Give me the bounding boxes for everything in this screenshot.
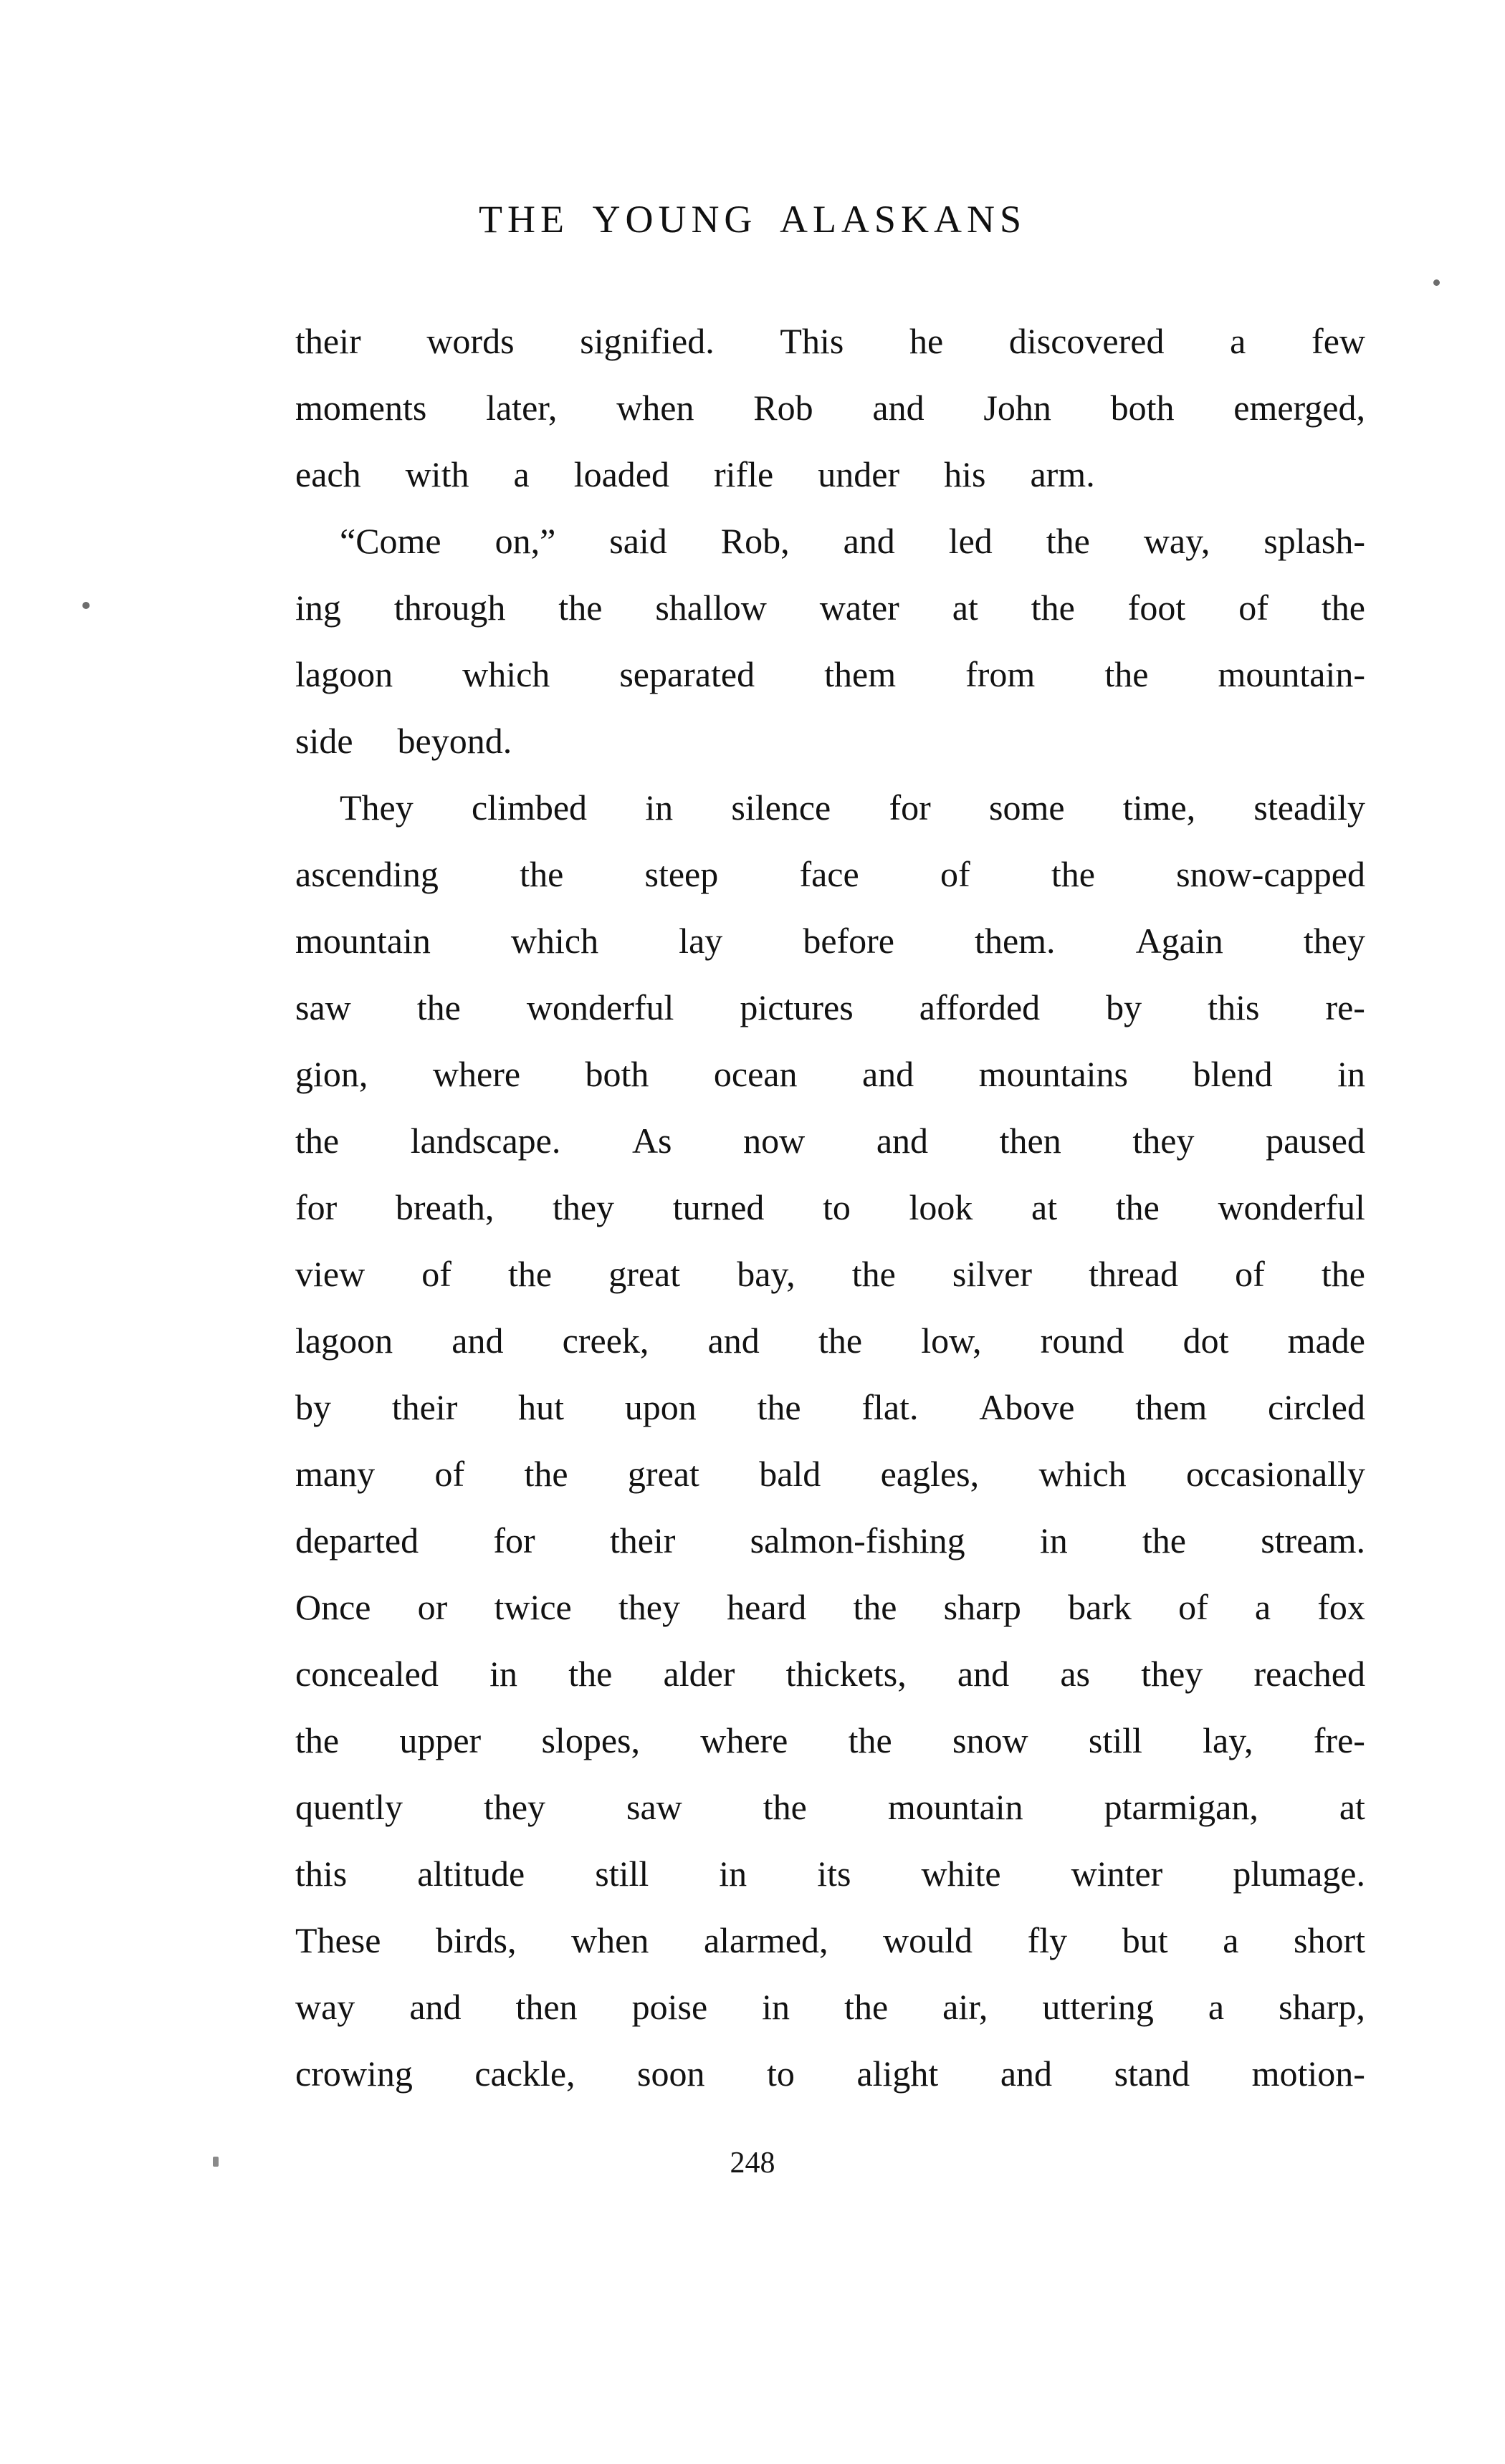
word: shallow <box>655 588 767 628</box>
word: ocean <box>713 1054 798 1094</box>
word: the <box>568 1654 613 1694</box>
word: bald <box>759 1454 821 1494</box>
word: gion, <box>295 1054 368 1094</box>
word: eagles, <box>880 1454 980 1494</box>
word: foot <box>1127 588 1186 628</box>
text-line <box>251 1174 1365 1241</box>
word: the <box>1142 1520 1186 1561</box>
word: in <box>489 1654 517 1694</box>
word: bay, <box>737 1254 796 1294</box>
word: cackle, <box>474 2053 575 2094</box>
word: heard <box>727 1587 807 1627</box>
word: the <box>757 1387 801 1427</box>
paragraph <box>251 508 1365 775</box>
text-line <box>251 1574 1365 1641</box>
word: face <box>799 854 859 894</box>
paper-speck <box>1433 279 1440 286</box>
word: fly <box>1027 1920 1068 1960</box>
word: fox <box>1317 1587 1365 1627</box>
word: where <box>432 1054 521 1094</box>
word: reached <box>1253 1654 1365 1694</box>
word: and <box>843 521 895 561</box>
word: of <box>1235 1254 1265 1294</box>
word: arm. <box>1030 454 1095 494</box>
word: low, <box>921 1320 982 1361</box>
text-line <box>251 1108 1365 1174</box>
text-line <box>251 1507 1365 1574</box>
word: turned <box>672 1187 765 1227</box>
word: snow-capped <box>1176 854 1365 894</box>
word: a <box>1254 1587 1271 1627</box>
word: in <box>645 787 674 828</box>
word: alight <box>856 2053 939 2094</box>
word: its <box>817 1854 851 1894</box>
word: under <box>818 454 900 494</box>
word: short <box>1294 1920 1365 1960</box>
text-line <box>251 1308 1365 1374</box>
word: sharp, <box>1279 1987 1365 2027</box>
word: creek, <box>562 1320 649 1361</box>
word: slopes, <box>541 1720 640 1760</box>
word: they <box>1141 1654 1203 1694</box>
word: by <box>1106 987 1142 1027</box>
word: they <box>618 1587 680 1627</box>
word: Above <box>979 1387 1075 1427</box>
word: circled <box>1267 1387 1365 1427</box>
word: moments <box>295 388 427 428</box>
word: this <box>295 1854 348 1894</box>
word: silence <box>731 787 831 828</box>
word: where <box>700 1720 788 1760</box>
word: rifle <box>713 454 774 494</box>
word: still <box>1088 1720 1142 1760</box>
word: steep <box>644 854 719 894</box>
word: concealed <box>295 1654 439 1694</box>
word: to <box>823 1187 851 1227</box>
text-line <box>251 1374 1365 1441</box>
word: poise <box>631 1987 708 2027</box>
word: thread <box>1089 1254 1179 1294</box>
word: mountains <box>978 1054 1128 1094</box>
word: fre- <box>1313 1720 1365 1760</box>
word: in <box>719 1854 747 1894</box>
word: time, <box>1122 787 1196 828</box>
word: them <box>1135 1387 1208 1427</box>
word: of <box>940 854 970 894</box>
word: motion- <box>1251 2053 1365 2094</box>
word: way <box>295 1987 355 2027</box>
word: they <box>552 1187 615 1227</box>
word: occasionally <box>1186 1454 1365 1494</box>
word: stand <box>1114 2053 1190 2094</box>
word: some <box>989 787 1065 828</box>
word: of <box>434 1454 465 1494</box>
text-line <box>251 1907 1365 1974</box>
word: great <box>608 1254 681 1294</box>
word: upon <box>624 1387 697 1427</box>
word: which <box>510 921 599 961</box>
word: would <box>883 1920 973 1960</box>
word: round <box>1040 1320 1124 1361</box>
word: breath, <box>395 1187 494 1227</box>
word: loaded <box>573 454 669 494</box>
word: lay <box>679 921 723 961</box>
word: crowing <box>295 2053 413 2094</box>
word: at <box>1031 1187 1058 1227</box>
word: birds, <box>435 1920 517 1960</box>
word: way, <box>1143 521 1210 561</box>
word: them. <box>975 921 1056 961</box>
word: saw <box>626 1787 682 1827</box>
word: snow <box>952 1720 1028 1760</box>
word: the <box>1321 1254 1365 1294</box>
word: said <box>609 521 667 561</box>
word: “Come <box>340 521 441 561</box>
word: hut <box>518 1387 565 1427</box>
text-line <box>251 1841 1365 1907</box>
word: the <box>295 1720 340 1760</box>
word: alarmed, <box>703 1920 828 1960</box>
word: at <box>1339 1787 1365 1827</box>
word: afforded <box>919 987 1041 1027</box>
word: their <box>295 321 361 361</box>
word: this <box>1208 987 1260 1027</box>
text-line <box>251 841 1365 908</box>
word: the <box>851 1254 896 1294</box>
word: Rob <box>753 388 813 428</box>
word: discovered <box>1008 321 1165 361</box>
word: on,” <box>494 521 556 561</box>
word: sharp <box>943 1587 1021 1627</box>
text-line <box>251 641 1365 708</box>
word: in <box>1039 1520 1068 1561</box>
text-line <box>251 1041 1365 1108</box>
word: beyond. <box>397 721 512 761</box>
word: plumage. <box>1233 1854 1365 1894</box>
word: mountain <box>887 1787 1023 1827</box>
word: ascending <box>295 854 439 894</box>
word: few <box>1312 321 1365 361</box>
word: to <box>767 2053 795 2094</box>
word: the <box>853 1587 897 1627</box>
word: landscape. <box>410 1121 561 1161</box>
word: water <box>819 588 899 628</box>
word: the <box>520 854 564 894</box>
word: quently <box>295 1787 403 1827</box>
word: emerged, <box>1233 388 1365 428</box>
word: but <box>1122 1920 1168 1960</box>
word: and <box>1000 2053 1053 2094</box>
word: They <box>340 787 414 828</box>
word: the <box>1031 588 1075 628</box>
word: and <box>409 1987 462 2027</box>
word: paused <box>1266 1121 1365 1161</box>
word: bark <box>1068 1587 1132 1627</box>
word: before <box>803 921 894 961</box>
word: and <box>872 388 924 428</box>
text-line <box>251 2041 1365 2107</box>
text-line <box>251 575 1365 641</box>
word: pictures <box>740 987 854 1027</box>
word: the <box>1051 854 1095 894</box>
body-text <box>251 308 1365 2107</box>
word: thickets, <box>785 1654 907 1694</box>
text-line <box>251 1641 1365 1707</box>
word: the <box>524 1454 568 1494</box>
word: made <box>1287 1320 1365 1361</box>
paper-speck <box>82 602 90 609</box>
word: for <box>889 787 931 828</box>
word: of <box>421 1254 452 1294</box>
word: the <box>508 1254 553 1294</box>
word: a <box>1208 1987 1225 2027</box>
word: look <box>909 1187 973 1227</box>
word: upper <box>399 1720 482 1760</box>
text-line <box>251 708 1365 775</box>
word: separated <box>619 654 755 694</box>
word: mountain <box>295 921 431 961</box>
word: Rob, <box>720 521 790 561</box>
word: and <box>876 1121 929 1161</box>
word: lay, <box>1203 1720 1253 1760</box>
word: in <box>1337 1054 1365 1094</box>
word: altitude <box>417 1854 525 1894</box>
word: for <box>493 1520 535 1561</box>
text-line <box>251 974 1365 1041</box>
text-line <box>251 775 1365 841</box>
word: then <box>515 1987 578 2027</box>
word: blend <box>1193 1054 1273 1094</box>
word: they <box>483 1787 546 1827</box>
text-line <box>251 908 1365 974</box>
word: lagoon <box>295 1320 393 1361</box>
word: from <box>965 654 1036 694</box>
word: side <box>295 721 353 761</box>
word: ptarmigan, <box>1104 1787 1258 1827</box>
word: the <box>818 1320 863 1361</box>
word: great <box>627 1454 699 1494</box>
word: signified. <box>580 321 715 361</box>
text-line <box>251 1707 1365 1774</box>
word: which <box>1038 1454 1127 1494</box>
word: their <box>391 1387 458 1427</box>
word: John <box>983 388 1051 428</box>
word: splash- <box>1263 521 1365 561</box>
word: his <box>944 454 986 494</box>
text-line <box>251 308 1365 375</box>
word: ing <box>295 588 341 628</box>
word: in <box>762 1987 790 2027</box>
text-line <box>251 1974 1365 2041</box>
word: at <box>952 588 978 628</box>
word: and <box>861 1054 914 1094</box>
word: and <box>452 1320 504 1361</box>
word: then <box>999 1121 1061 1161</box>
word: their <box>609 1520 676 1561</box>
word: the <box>1046 521 1090 561</box>
word: the <box>763 1787 807 1827</box>
word: air, <box>942 1987 988 2027</box>
word: and <box>957 1654 1010 1694</box>
word: they <box>1303 921 1365 961</box>
word: wonderful <box>526 987 674 1027</box>
running-head: THE YOUNG ALASKANS <box>478 198 1026 241</box>
word: both <box>1110 388 1175 428</box>
word: both <box>585 1054 649 1094</box>
word: many <box>295 1454 376 1494</box>
word: a <box>513 454 530 494</box>
word: the <box>1321 588 1365 628</box>
word: with <box>405 454 469 494</box>
word: the <box>1115 1187 1160 1227</box>
word: led <box>948 521 993 561</box>
word: view <box>295 1254 366 1294</box>
word: when <box>616 388 694 428</box>
word: through <box>393 588 506 628</box>
paragraph <box>251 308 1365 508</box>
word: lagoon <box>295 654 393 694</box>
word: steadily <box>1253 787 1365 828</box>
paper-speck <box>213 2157 219 2167</box>
word: re- <box>1325 987 1365 1027</box>
text-line <box>251 441 1365 508</box>
word: words <box>426 321 515 361</box>
word: the <box>1104 654 1149 694</box>
word: uttering <box>1042 1987 1154 2027</box>
word: soon <box>637 2053 705 2094</box>
word: the <box>848 1720 892 1760</box>
word: he <box>909 321 944 361</box>
word: This <box>780 321 844 361</box>
word: Again <box>1135 921 1223 961</box>
word: silver <box>952 1254 1032 1294</box>
word: alder <box>663 1654 735 1694</box>
word: dot <box>1182 1320 1229 1361</box>
word: wonderful <box>1218 1187 1365 1227</box>
word: mountain- <box>1218 654 1365 694</box>
word: which <box>462 654 550 694</box>
word: or <box>417 1587 448 1627</box>
text-line <box>251 375 1365 441</box>
word: now <box>743 1121 806 1161</box>
word: they <box>1132 1121 1195 1161</box>
word: Once <box>295 1587 371 1627</box>
word: when <box>571 1920 649 1960</box>
word: later, <box>486 388 558 428</box>
word: white <box>921 1854 1001 1894</box>
word: the <box>416 987 461 1027</box>
word: and <box>707 1320 760 1361</box>
page-number: 248 <box>730 2147 775 2180</box>
text-line <box>251 1441 1365 1507</box>
word: flat. <box>861 1387 919 1427</box>
word: a <box>1230 321 1246 361</box>
word: climbed <box>471 787 588 828</box>
word: of <box>1178 1587 1208 1627</box>
text-line <box>251 508 1365 575</box>
word: the <box>558 588 603 628</box>
word: These <box>295 1920 381 1960</box>
word: for <box>295 1187 338 1227</box>
text-line <box>251 1241 1365 1308</box>
word: stream. <box>1261 1520 1365 1561</box>
word: saw <box>295 987 351 1027</box>
word: as <box>1060 1654 1090 1694</box>
word: the <box>844 1987 889 2027</box>
word: twice <box>494 1587 572 1627</box>
text-line <box>251 1774 1365 1841</box>
word: still <box>595 1854 649 1894</box>
word: them <box>824 654 897 694</box>
word: each <box>295 454 361 494</box>
word: by <box>295 1387 331 1427</box>
word: the <box>295 1121 340 1161</box>
word: of <box>1238 588 1268 628</box>
paragraph <box>251 775 1365 2107</box>
word: departed <box>295 1520 419 1561</box>
word: winter <box>1071 1854 1163 1894</box>
word: As <box>631 1121 672 1161</box>
word: a <box>1223 1920 1239 1960</box>
word: salmon-fishing <box>750 1520 965 1561</box>
